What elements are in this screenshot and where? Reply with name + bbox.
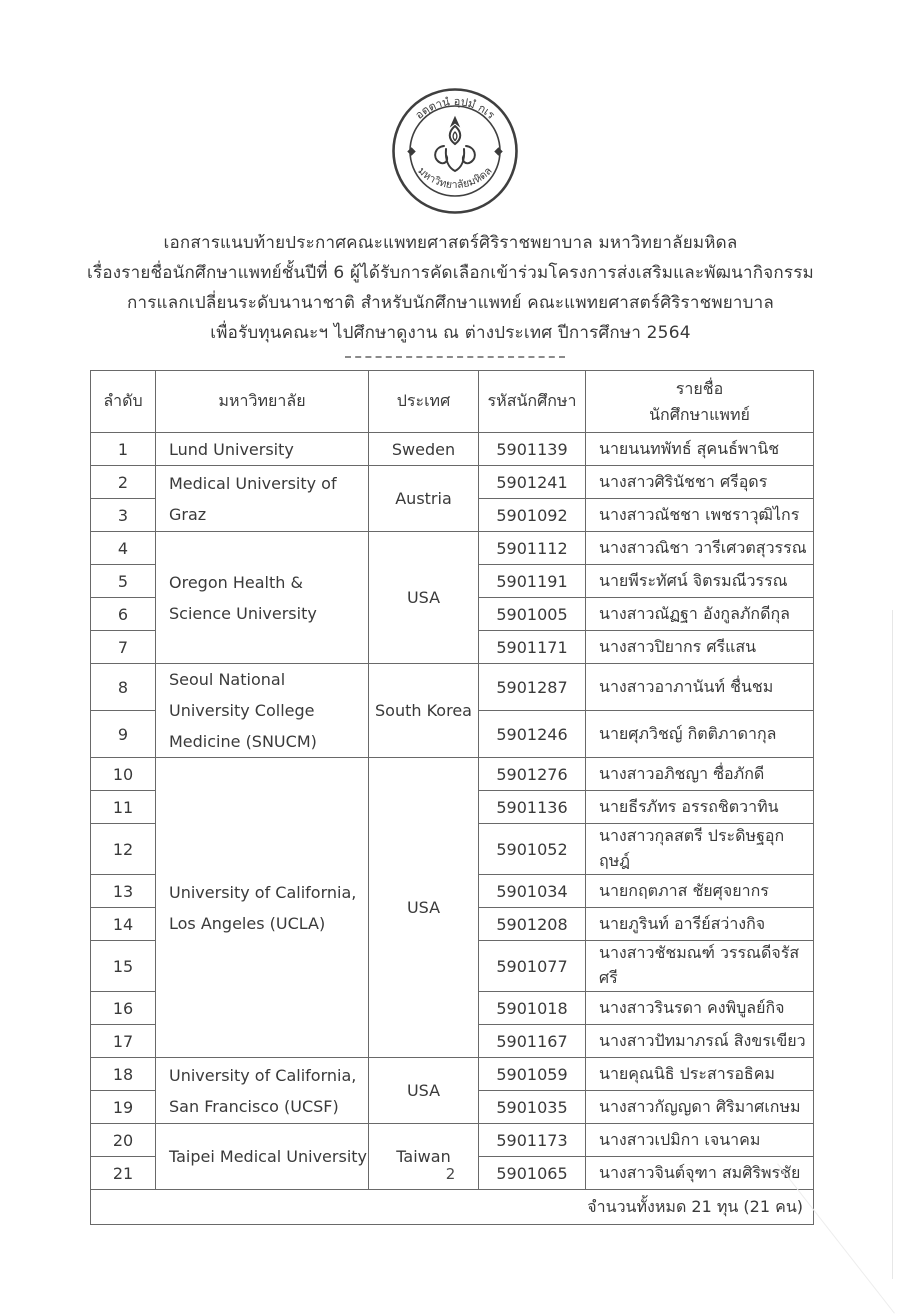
cell-country: USA (369, 532, 479, 664)
table-row (91, 1058, 814, 1091)
cell-university: University of California, San Francisco (UCSF) (156, 1058, 369, 1124)
title-line-2: เรื่องรายชื่อนักศึกษาแพทย์ชั้นปีที่ 6 ผู้ได้รับการคัดเลือกเข้าร่วมโครงการส่งเสริมและพัฒนากิจกรรม (87, 263, 814, 283)
cell-student-id: 5901018 (479, 992, 586, 1025)
seal-right-diamond-icon (494, 147, 502, 155)
cell-student-id: 5901005 (479, 598, 586, 631)
cell-row-number: 12 (91, 824, 156, 875)
cell-row-number: 5 (91, 565, 156, 598)
table-row (91, 433, 814, 466)
cell-university: Seoul National University College Medicine (SNUCM) (156, 664, 369, 758)
cell-country: Austria (369, 466, 479, 532)
cell-student-id: 5901191 (479, 565, 586, 598)
cell-student-name: นายศุภวิชญ์ กิตติภาดากุล (586, 711, 814, 758)
cell-student-id: 5901065 (479, 1157, 586, 1190)
cell-student-id: 5901241 (479, 466, 586, 499)
cell-row-number: 13 (91, 875, 156, 908)
cell-row-number: 7 (91, 631, 156, 664)
cell-student-id: 5901035 (479, 1091, 586, 1124)
student-roster-table (90, 370, 814, 1225)
cell-university: Taipei Medical University (156, 1124, 369, 1190)
cell-country: South Korea (369, 664, 479, 758)
cell-student-name: นายภูรินท์ อารีย์สว่างกิจ (586, 908, 814, 941)
cell-row-number: 1 (91, 433, 156, 466)
cell-row-number: 2 (91, 466, 156, 499)
student-table-body (91, 433, 814, 1225)
page-number: 2 (445, 1165, 456, 1183)
cell-country: Taiwan (369, 1124, 479, 1190)
cell-row-number: 17 (91, 1025, 156, 1058)
cell-student-id: 5901052 (479, 824, 586, 875)
cell-student-name: นางสาวกุลสตรี ประดิษฐอุกฤษฎ์ (586, 824, 814, 875)
cell-university: Oregon Health & Science University (156, 532, 369, 664)
header-student-id: รหัสนักศึกษา (479, 371, 586, 433)
cell-student-name: นางสาวศิรินัชชา ศรีอุดร (586, 466, 814, 499)
table-row (91, 758, 814, 791)
cell-student-name: นางสาวเปมิกา เจนาคม (586, 1124, 814, 1157)
cell-row-number: 10 (91, 758, 156, 791)
cell-university: University of California, Los Angeles (UCLA) (156, 758, 369, 1058)
cell-row-number: 11 (91, 791, 156, 824)
cell-student-id: 5901092 (479, 499, 586, 532)
document-title-block (0, 228, 901, 348)
cell-total-summary: จำนวนทั้งหมด 21 ทุน (21 คน) (91, 1190, 814, 1225)
cell-student-name: นางสาวณิชา วารีเศวตสุวรรณ (586, 532, 814, 565)
cell-row-number: 3 (91, 499, 156, 532)
cell-row-number: 8 (91, 664, 156, 711)
cell-student-id: 5901136 (479, 791, 586, 824)
cell-student-name: นายคุณนิธิ ประสารอธิคม (586, 1058, 814, 1091)
scan-edge-artifact (892, 610, 893, 1279)
cell-row-number: 6 (91, 598, 156, 631)
dashed-divider (345, 356, 565, 358)
header-university: มหาวิทยาลัย (156, 371, 369, 433)
cell-student-name: นายธีรภัทร อรรถชิตวาทิน (586, 791, 814, 824)
cell-row-number: 16 (91, 992, 156, 1025)
cell-country: Sweden (369, 433, 479, 466)
title-line-4: เพื่อรับทุนคณะฯ ไปศึกษาดูงาน ณ ต่างประเทศ ปีการศึกษา 2564 (210, 323, 691, 343)
seal-top-text: อตฺตานํ อุปมํ กเร (412, 94, 498, 122)
cell-student-id: 5901171 (479, 631, 586, 664)
seal-crown-emblem-icon (435, 117, 475, 171)
cell-student-name: นางสาวปัทมาภรณ์ สิงขรเขียว (586, 1025, 814, 1058)
title-line-3: การแลกเปลี่ยนระดับนานาชาติ สำหรับนักศึกษาแพทย์ คณะแพทยศาสตร์ศิริราชพยาบาล (126, 293, 775, 313)
cell-student-id: 5901173 (479, 1124, 586, 1157)
cell-university: Lund University (156, 433, 369, 466)
seal-left-diamond-icon (407, 147, 415, 155)
cell-student-name: นางสาวจินต์จุฑา สมศิริพรชัย (586, 1157, 814, 1190)
cell-country: USA (369, 758, 479, 1058)
table-row (91, 664, 814, 711)
cell-student-name: นางสาวอาภานันท์ ชื่นชม (586, 664, 814, 711)
header-name (586, 371, 814, 433)
cell-student-id: 5901077 (479, 941, 586, 992)
cell-student-name: นางสาวปิยากร ศรีแสน (586, 631, 814, 664)
scan-smudge-artifact (777, 1163, 895, 1313)
cell-row-number: 4 (91, 532, 156, 565)
header-country: ประเทศ (369, 371, 479, 433)
cell-row-number: 9 (91, 711, 156, 758)
table-row (91, 466, 814, 499)
cell-row-number: 14 (91, 908, 156, 941)
header-name-line2: นักศึกษาแพทย์ (649, 404, 750, 424)
cell-university: Medical University of Graz (156, 466, 369, 532)
cell-student-name: นางสาวณัชชา เพชราวุฒิไกร (586, 499, 814, 532)
cell-student-id: 5901139 (479, 433, 586, 466)
table-row (91, 532, 814, 565)
table-header-row (91, 371, 814, 433)
cell-row-number: 19 (91, 1091, 156, 1124)
cell-student-id: 5901059 (479, 1058, 586, 1091)
cell-row-number: 20 (91, 1124, 156, 1157)
title-line-1: เอกสารแนบท้ายประกาศคณะแพทยศาสตร์ศิริราชพยาบาล มหาวิทยาลัยมหิดล (163, 233, 738, 253)
cell-student-name: นางสาวกัญญดา ศิริมาศเกษม (586, 1091, 814, 1124)
table-footer-row (91, 1190, 814, 1225)
mahidol-university-seal-icon (390, 86, 520, 216)
cell-student-name: นางสาวอภิชญา ซื่อภักดี (586, 758, 814, 791)
table-row (91, 1124, 814, 1157)
header-name-line1: รายชื่อ (675, 378, 724, 398)
cell-row-number: 18 (91, 1058, 156, 1091)
cell-student-name: นางสาวณัฏฐา อังกูลภักดีกุล (586, 598, 814, 631)
cell-student-id: 5901208 (479, 908, 586, 941)
cell-student-id: 5901276 (479, 758, 586, 791)
cell-student-name: นายกฤตภาส ชัยศุจยากร (586, 875, 814, 908)
cell-student-id: 5901034 (479, 875, 586, 908)
cell-student-id: 5901112 (479, 532, 586, 565)
cell-student-id: 5901246 (479, 711, 586, 758)
cell-student-name: นางสาวรินรดา คงพิบูลย์กิจ (586, 992, 814, 1025)
cell-student-id: 5901287 (479, 664, 586, 711)
cell-row-number: 15 (91, 941, 156, 992)
cell-country: USA (369, 1058, 479, 1124)
cell-student-name: นายนนทพัทธ์ สุคนธ์พานิช (586, 433, 814, 466)
cell-student-name: นางสาวชัชมณฑ์ วรรณดีจรัสศรี (586, 941, 814, 992)
cell-student-name: นายพีระทัศน์ จิตรมณีวรรณ (586, 565, 814, 598)
cell-row-number: 21 (91, 1157, 156, 1190)
seal-bottom-text: มหาวิทยาลัยมหิดล (415, 164, 495, 192)
header-no: ลำดับ (91, 371, 156, 433)
cell-student-id: 5901167 (479, 1025, 586, 1058)
